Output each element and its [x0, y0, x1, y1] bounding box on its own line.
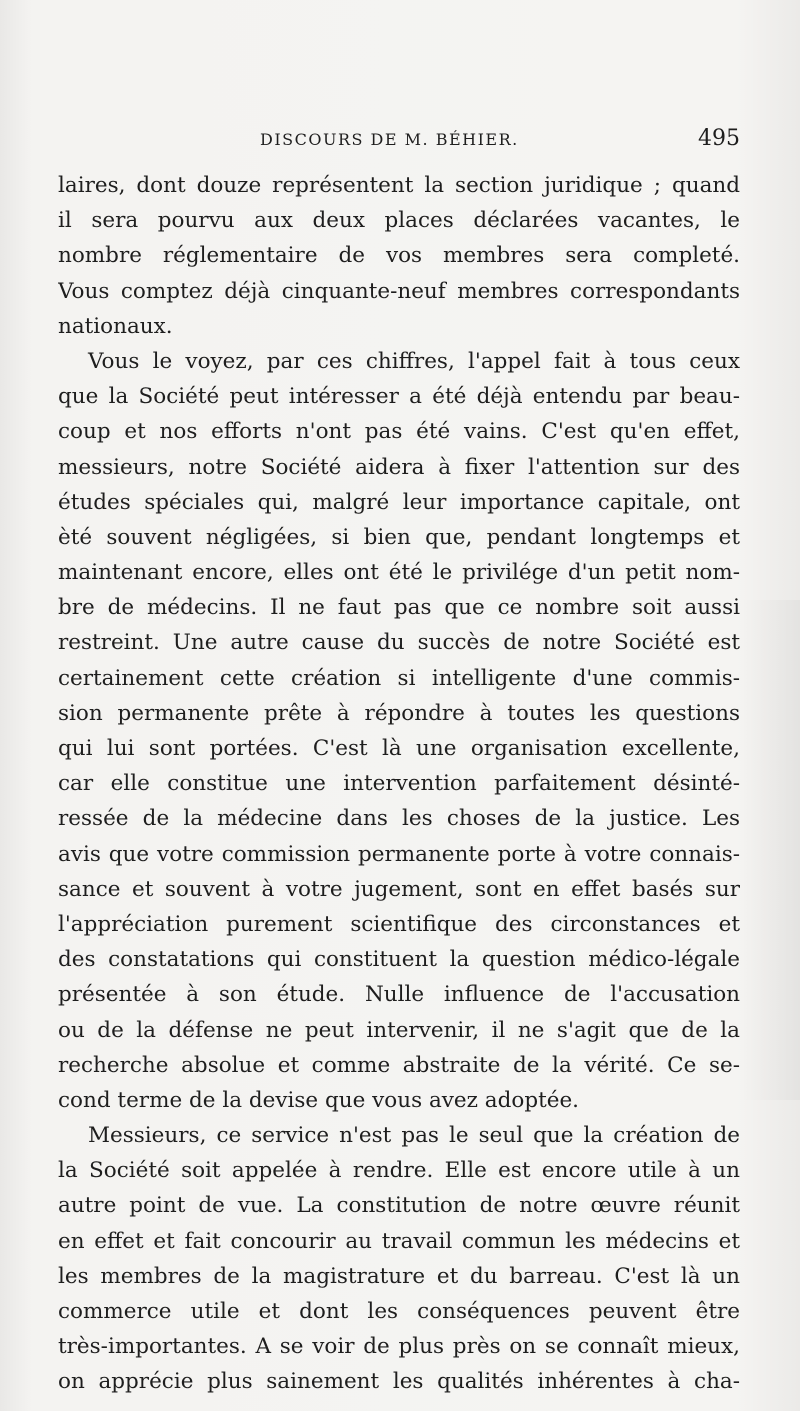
text-line: certainement cette création si intelligente d'une commis- — [58, 665, 740, 691]
text-line: car elle constitue une intervention parfaitement désinté- — [58, 771, 740, 797]
text-line: ressée de la médecine dans les choses de la justice. Les — [58, 806, 740, 832]
text-line: présentée à son étude. Nulle influence de l'accusation — [58, 982, 740, 1008]
text-line: des constatations qui constituent la question médico-légale — [58, 947, 740, 973]
text-line: il sera pourvu aux deux places déclarées vacantes, le — [58, 208, 740, 234]
text-line: Messieurs, ce service n'est pas le seul que la création de — [88, 1123, 740, 1149]
text-line: études spéciales qui, malgré leur importance capitale, ont — [58, 489, 740, 515]
show-through-shadow — [740, 600, 800, 1100]
page-number: 495 — [698, 126, 740, 151]
text-line: ou de la défense ne peut intervenir, il ne s'agit que de la — [58, 1017, 740, 1043]
text-line: que la Société peut intéresser a été déjà entendu par beau- — [58, 384, 740, 410]
text-line: laires, dont douze représentent la section juridique ; quand — [58, 173, 740, 198]
text-line: Vous le voyez, par ces chiffres, l'appel fait à tous ceux — [88, 348, 740, 374]
text-line: autre point de vue. La constitution de notre œuvre réunit — [58, 1193, 740, 1219]
text-line: en effet et fait concourir au travail commun les médecins et — [58, 1228, 740, 1254]
text-line: messieurs, notre Société aidera à fixer l'attention sur des — [58, 454, 740, 480]
text-line: on apprécie plus sainement les qualités inhérentes à cha- — [58, 1369, 740, 1395]
text-line: qui lui sont portées. C'est là une organisation excellente, — [58, 736, 740, 761]
text-line: cond terme de la devise que vous avez adoptée. — [58, 1087, 579, 1113]
text-line: l'appréciation purement scientifique des circonstances et — [58, 911, 740, 937]
running-head: DISCOURS DE M. BÉHIER. — [260, 130, 519, 149]
text-line: recherche absolue et comme abstraite de la vérité. Ce se- — [58, 1052, 740, 1078]
text-line: bre de médecins. Il ne faut pas que ce nombre soit aussi — [58, 595, 740, 621]
text-line: nationaux. — [58, 313, 173, 339]
body-text — [58, 168, 740, 1400]
text-line: coup et nos efforts n'ont pas été vains. C'est qu'en effet, — [58, 419, 740, 445]
text-line: la Société soit appelée à rendre. Elle est encore utile à un — [58, 1158, 740, 1184]
text-line: sance et souvent à votre jugement, sont en effet basés sur — [58, 876, 740, 902]
text-line: commerce utile et dont les conséquences peuvent être — [58, 1299, 740, 1324]
page-header — [60, 128, 740, 160]
text-line: nombre réglementaire de vos membres sera completé. — [58, 243, 740, 269]
text-line: èté souvent négligées, si bien que, pendant longtemps et — [58, 524, 740, 550]
text-line: maintenant encore, elles ont été le privilége d'un petit nom- — [58, 560, 740, 586]
text-line: les membres de la magistrature et du barreau. C'est là un — [58, 1263, 740, 1289]
text-line: avis que votre commission permanente porte à votre connais- — [58, 841, 740, 867]
text-line: Vous comptez déjà cinquante-neuf membres correspondants — [58, 278, 740, 304]
text-line: très-importantes. A se voir de plus près on se connaît mieux, — [58, 1334, 740, 1360]
text-line: sion permanente prête à répondre à toutes les questions — [58, 700, 740, 726]
text-line: restreint. Une autre cause du succès de notre Société est — [58, 630, 740, 656]
